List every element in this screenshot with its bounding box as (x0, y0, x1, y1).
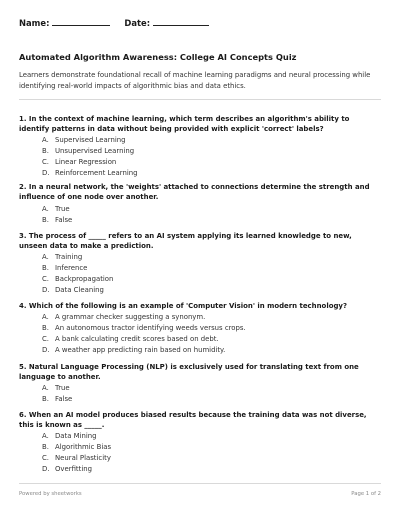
header (19, 17, 223, 28)
option-letter: A. (42, 253, 49, 261)
option-text: An autonomous tractor identifying weeds versus crops. (55, 324, 246, 332)
option[interactable] (42, 394, 72, 405)
question-1: 1. In the context of machine learning, which term describes an algorithm's ability to identify patterns in data without being provided with explicit 'correct' labels? (19, 115, 350, 134)
option-text: Inference (55, 264, 88, 272)
option-text: Data Cleaning (55, 286, 104, 294)
option[interactable] (42, 453, 111, 464)
option-letter: A. (42, 384, 49, 392)
option-letter: B. (42, 443, 49, 451)
option[interactable] (42, 464, 111, 475)
question-5: 5. Natural Language Processing (NLP) is exclusively used for translating text from one language to another. (19, 363, 359, 382)
option-letter: D. (42, 465, 50, 473)
option[interactable] (42, 215, 72, 226)
option-letter: C. (42, 335, 50, 343)
option-text: Overfitting (55, 465, 92, 473)
option-text: Data Mining (55, 432, 97, 440)
page-number: Page 1 of 2 (351, 491, 381, 497)
name-label: Name: (19, 18, 50, 28)
option-text: True (55, 205, 70, 213)
divider (19, 99, 381, 100)
option[interactable] (42, 204, 72, 215)
option[interactable] (42, 334, 246, 345)
question-1-options (42, 135, 137, 179)
option-text: Neural Plasticity (55, 454, 111, 462)
option[interactable] (42, 135, 137, 146)
option-text: A grammar checker suggesting a synonym. (55, 313, 206, 321)
option[interactable] (42, 157, 137, 168)
option-text: False (55, 395, 73, 403)
option-letter: B. (42, 264, 49, 272)
date-line[interactable] (153, 17, 209, 26)
option-letter: C. (42, 454, 50, 462)
quiz-title: Automated Algorithm Awareness: College AI Concepts Quiz (19, 52, 297, 62)
option[interactable] (42, 285, 113, 296)
option-text: False (55, 216, 73, 224)
option-letter: A. (42, 136, 49, 144)
question-4: 4. Which of the following is an example of 'Computer Vision' in modern technology? (19, 302, 347, 310)
option[interactable] (42, 252, 113, 263)
option[interactable] (42, 312, 246, 323)
option[interactable] (42, 146, 137, 157)
option-letter: D. (42, 346, 50, 354)
option[interactable] (42, 431, 111, 442)
name-field[interactable] (19, 17, 110, 28)
date-label: Date: (124, 18, 151, 28)
option-letter: D. (42, 286, 50, 294)
option[interactable] (42, 345, 246, 356)
option-letter: A. (42, 313, 49, 321)
question-6: 6. When an AI model produces biased results because the training data was not diverse, this is known as _____. (19, 411, 367, 430)
question-2-options (42, 204, 72, 226)
option-letter: B. (42, 147, 49, 155)
option-text: Algorithmic Bias (55, 443, 112, 451)
option-text: A bank calculating credit scores based on debt. (55, 335, 219, 343)
name-line[interactable] (52, 17, 110, 26)
option-text: Unsupervised Learning (55, 147, 135, 155)
option[interactable] (42, 168, 137, 179)
option-text: Supervised Learning (55, 136, 126, 144)
option-letter: C. (42, 158, 50, 166)
option[interactable] (42, 383, 72, 394)
option-text: Training (55, 253, 83, 261)
option-text: True (55, 384, 70, 392)
option-text: A weather app predicting rain based on humidity. (55, 346, 226, 354)
footer (19, 491, 381, 497)
question-6-options (42, 431, 111, 475)
option-letter: B. (42, 324, 49, 332)
option-letter: D. (42, 169, 50, 177)
question-3: 3. The process of _____ refers to an AI system applying its learned knowledge to new, unseen data to make a prediction. (19, 232, 352, 251)
option-letter: C. (42, 275, 50, 283)
question-3-options (42, 252, 113, 296)
option-letter: B. (42, 395, 49, 403)
option-text: Reinforcement Learning (55, 169, 138, 177)
option[interactable] (42, 274, 113, 285)
question-2: 2. In a neural network, the 'weights' attached to connections determine the strength and influence of one node over another. (19, 183, 370, 202)
quiz-intro: Learners demonstrate foundational recall of machine learning paradigms and neural processing while identifying real-world impacts of algorithmic bias and data ethics. (19, 71, 371, 90)
option[interactable] (42, 442, 111, 453)
option-letter: A. (42, 205, 49, 213)
footer-divider (19, 483, 381, 484)
date-field[interactable] (124, 17, 209, 28)
option-letter: A. (42, 432, 49, 440)
option-text: Backpropagation (55, 275, 114, 283)
footer-credit: Powered by sheetworks (19, 491, 82, 497)
option[interactable] (42, 323, 246, 334)
option[interactable] (42, 263, 113, 274)
option-letter: B. (42, 216, 49, 224)
option-text: Linear Regression (55, 158, 117, 166)
question-5-options (42, 383, 72, 405)
question-4-options (42, 312, 246, 356)
